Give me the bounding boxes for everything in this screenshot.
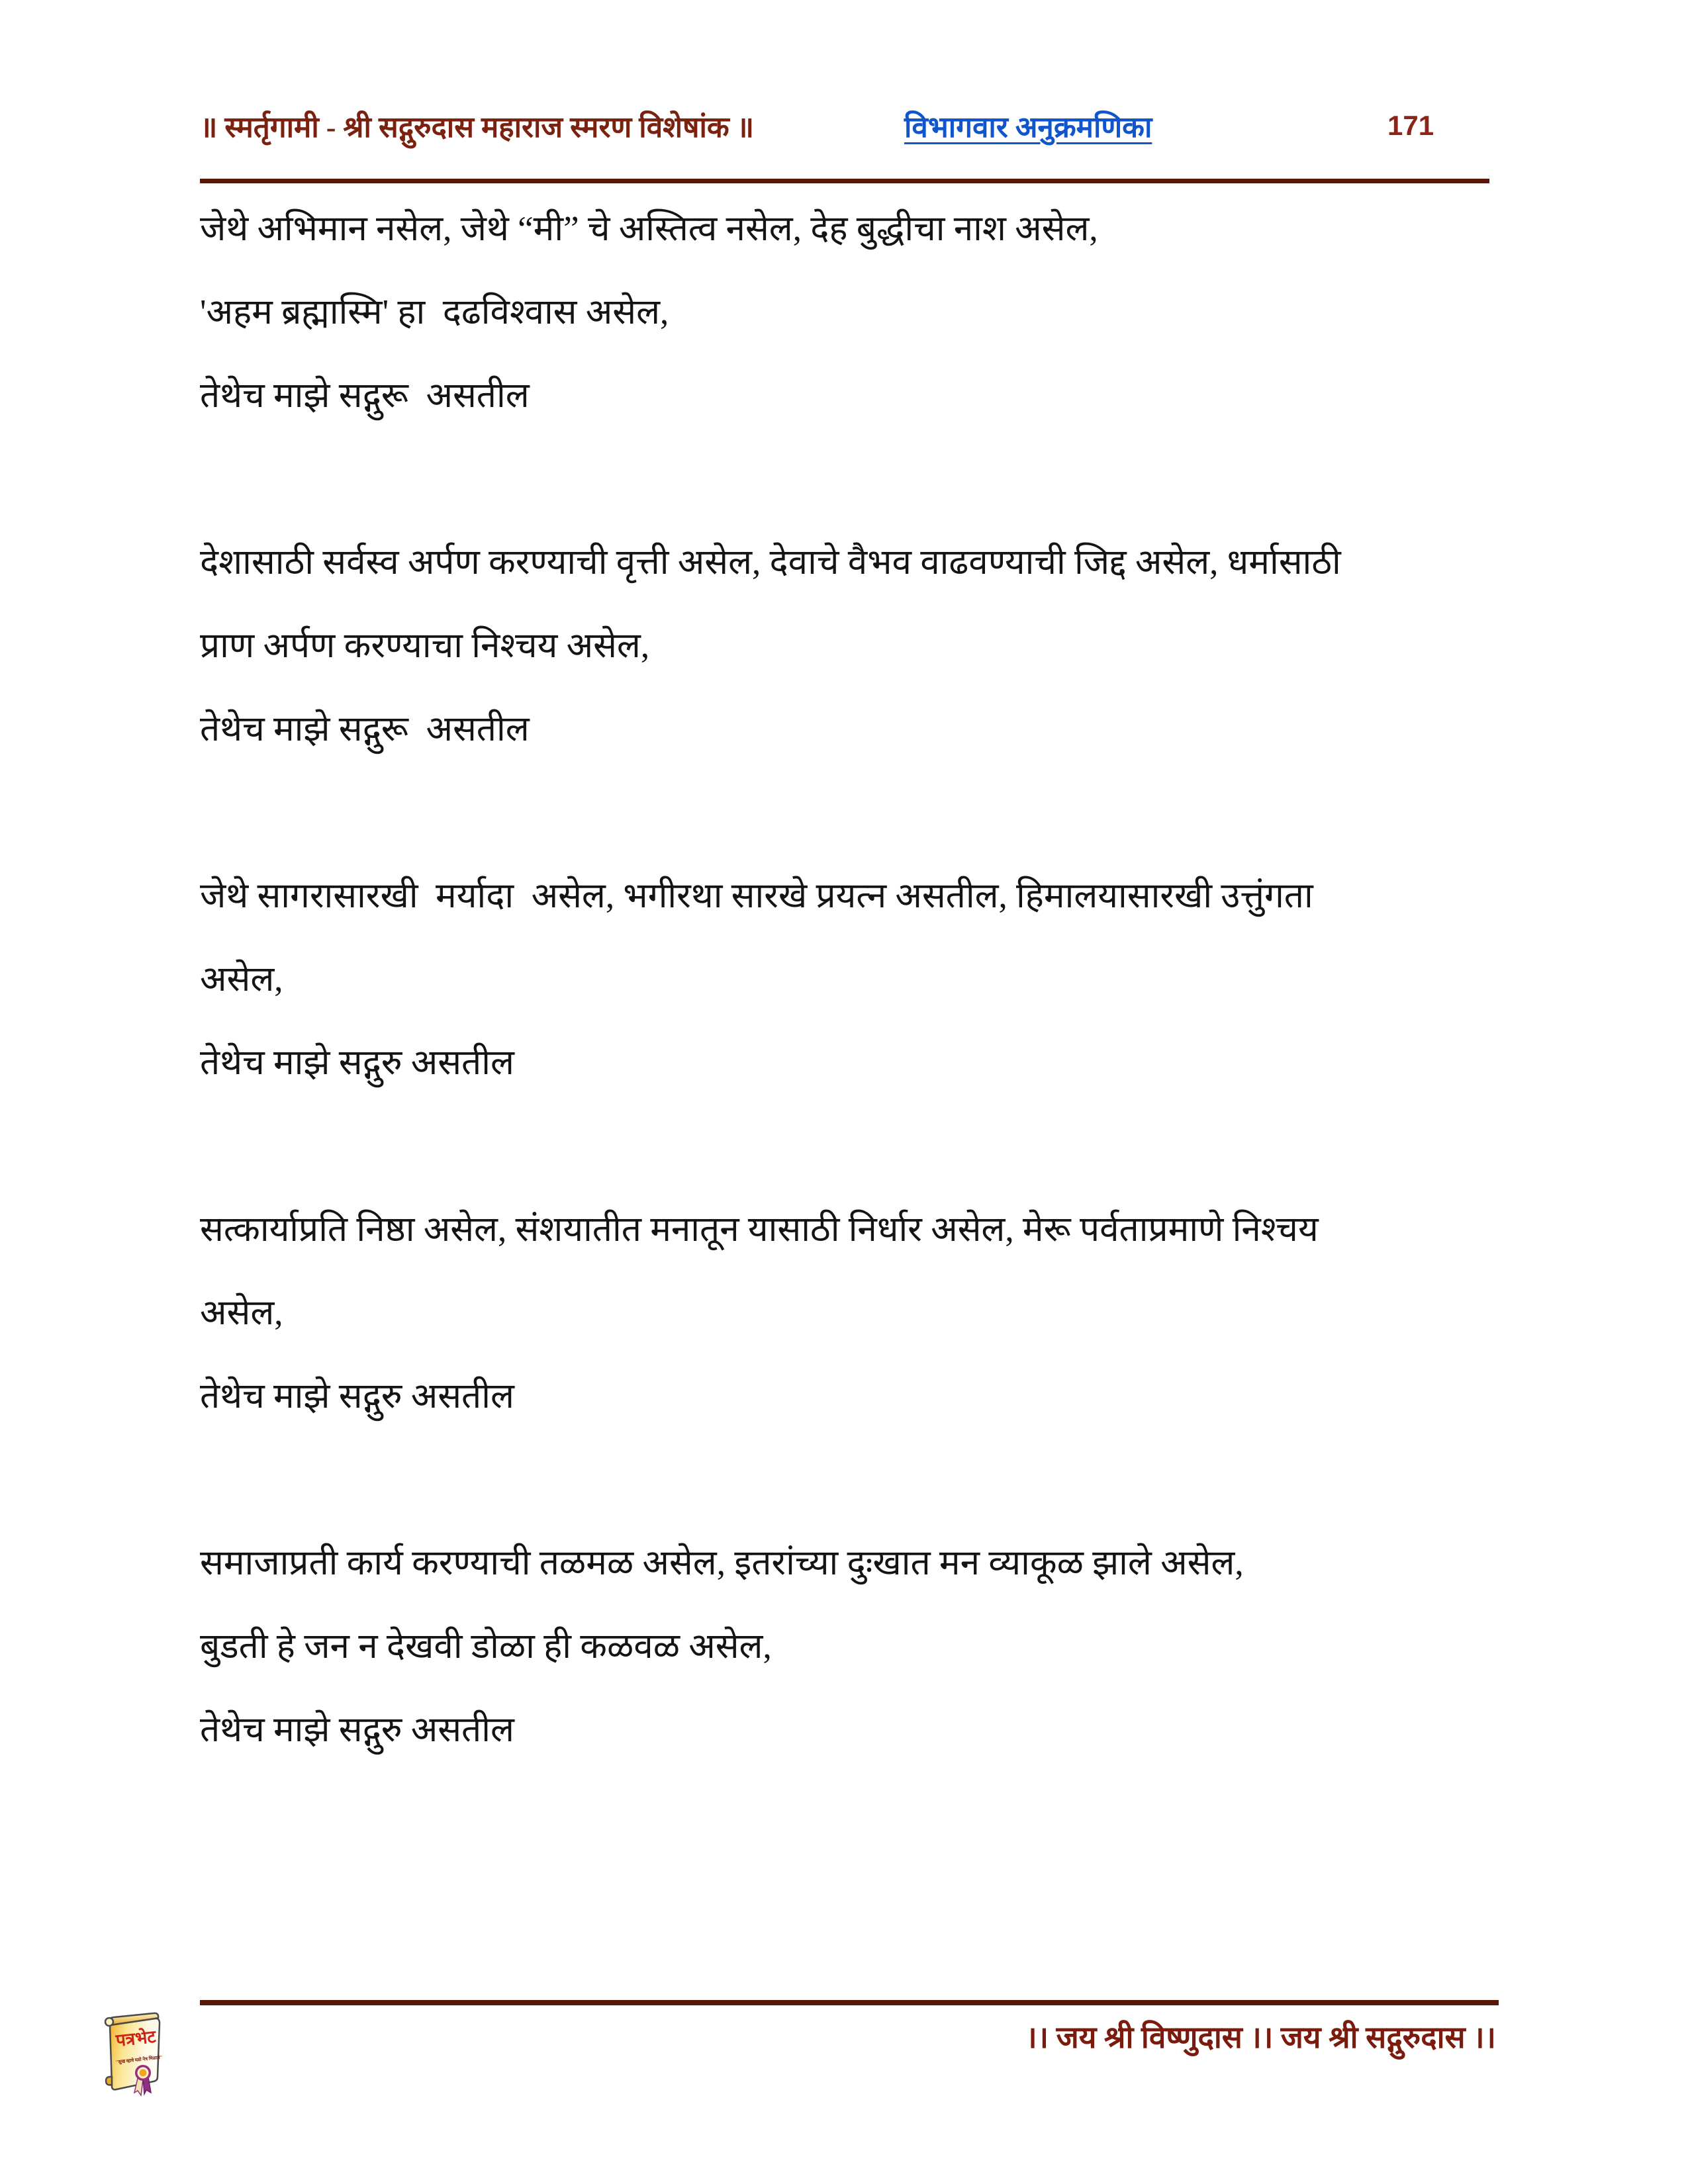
text-line: समाजाप्रती कार्य करण्याची तळमळ असेल, इतरांच्या दुःखात मन व्याकूळ झाले असेल, [200,1544,1244,1582]
text-line: तेथेच माझे सद्गुरु असतील [200,1377,514,1416]
logo-name: पत्रभेट [115,2026,157,2050]
rosette-center [140,2070,147,2077]
paragraph [200,854,1497,1105]
text-line: तेथेच माझे सद्गुरु असतील [200,1044,514,1082]
paragraph [200,187,1497,437]
text-line: 'अहम ब्रह्मास्मि' हा दढविश्वास असेल, [200,293,669,332]
text-line: असेल, [200,1294,283,1332]
paragraph [200,1188,1497,1438]
scroll-bottom-curl [106,2077,112,2085]
header-title: ॥ स्मर्तृगामी - श्री सद्गुरुदास महाराज स्मरण विशेषांक ॥ [200,111,755,144]
text-line: तेथेच माझे सद्गुरु असतील [200,1711,514,1749]
text-line: जेथे सागरासारखी मर्यादा असेल, भगीरथा सारखे प्रयत्न असतील, हिमालयासारखी उत्तुंगता [200,877,1313,915]
footer-mantra: ।। जय श्री विष्णुदास ।। जय श्री सद्गुरुदास ।। [1025,2021,1496,2054]
text-line: जेथे अभिमान नसेल, जेथे “मी” चे अस्तित्व नसेल, देह बुद्धीचा नाश असेल, [200,210,1098,248]
logo-tagline: "सुख व्हावे घडो नेत्र मिळावे" [115,2054,163,2065]
patrabhet-logo [94,2012,168,2105]
text-line: देशासाठी सर्वस्व अर्पण करण्याची वृत्ती असेल, देवाचे वैभव वाढवण्याची जिद्द असेल, धर्मासाठी [200,543,1341,582]
text-line: प्राण अर्पण करण्याचा निश्चय असेल, [200,627,650,665]
footer-rule [200,2000,1499,2005]
header-rule [200,179,1489,183]
text-line: बुडती हे जन न देखवी डोळा ही कळवळ असेल, [200,1627,772,1666]
text-line: तेथेच माझे सद्गुरू असतील [200,377,530,415]
page-number: 171 [1387,110,1434,141]
document-body [200,187,1497,1855]
paragraph [200,521,1497,771]
text-line: सत्कार्याप्रति निष्ठा असेल, संशयातीत मनातून यासाठी निर्धार असेल, मेरू पर्वताप्रमाणे निश्चय [200,1210,1319,1249]
paragraph [200,1522,1497,1772]
scroll-top-curl [105,2018,113,2026]
header-index-link[interactable]: विभागवार अनुक्रमणिका [904,111,1152,144]
text-line: तेथेच माझे सद्गुरू असतील [200,710,530,749]
text-line: असेल, [200,960,283,999]
